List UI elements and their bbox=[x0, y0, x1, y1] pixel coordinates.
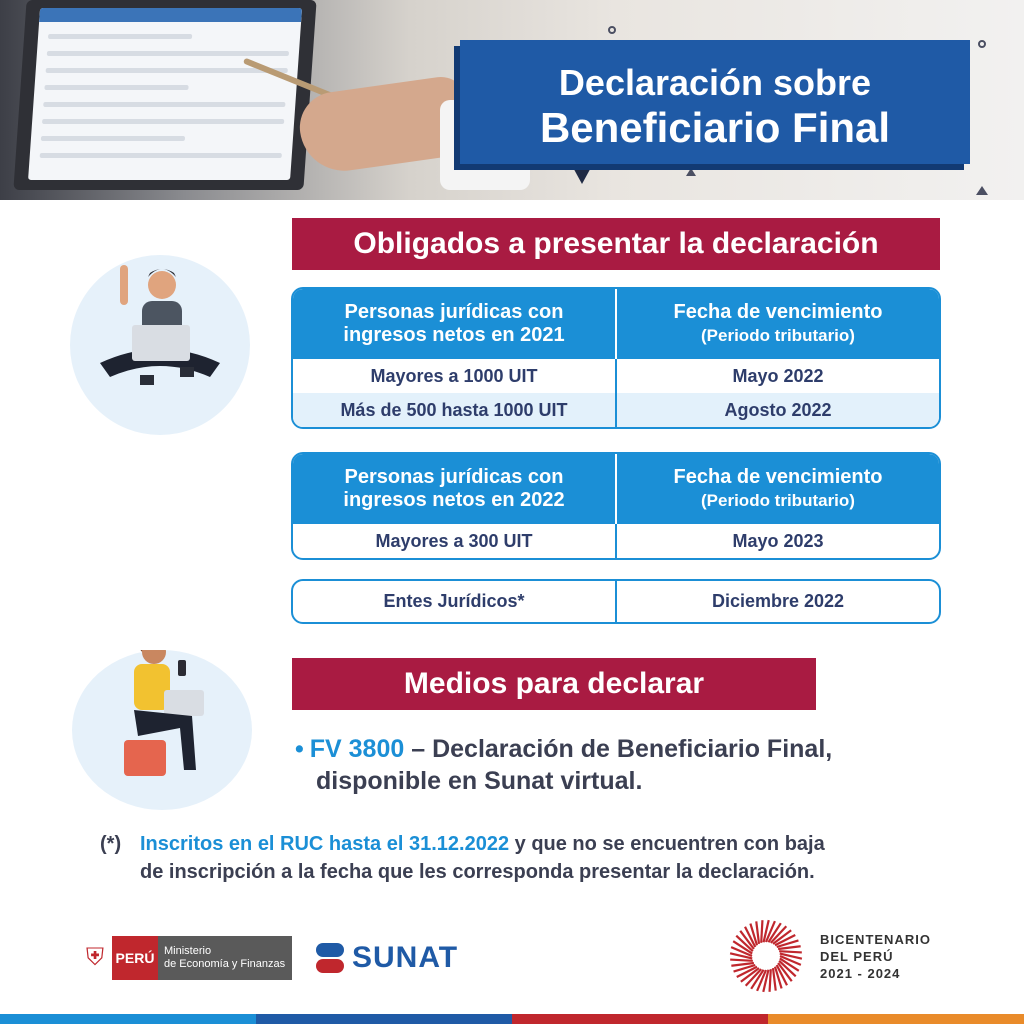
row-deadline: Agosto 2022 bbox=[615, 393, 939, 427]
footnote-highlight: Inscritos en el RUC hasta el 31.12.2022 bbox=[140, 833, 510, 855]
table-row bbox=[293, 393, 939, 427]
peru-label: PERÚ bbox=[112, 936, 158, 980]
laptop-screen bbox=[28, 8, 302, 180]
row-deadline: Diciembre 2022 bbox=[615, 581, 939, 622]
row-entity: Entes Jurídicos* bbox=[383, 591, 525, 611]
stripe-segment bbox=[256, 1014, 512, 1024]
bullet-dot-icon: • bbox=[295, 735, 304, 763]
bicent-line1: BICENTENARIO bbox=[820, 931, 931, 947]
table-row bbox=[293, 524, 939, 558]
table-header bbox=[293, 454, 939, 524]
col2-header-title: Fecha de vencimiento bbox=[673, 301, 883, 323]
col2-header bbox=[615, 289, 939, 359]
laptop-illustration bbox=[13, 0, 316, 190]
medios-bullet bbox=[295, 733, 945, 797]
bicentenario-logo bbox=[726, 916, 946, 996]
col2-header bbox=[615, 454, 939, 524]
col1-header-line1: Personas jurídicas con bbox=[344, 301, 564, 323]
woman-phone-illustration bbox=[72, 650, 252, 810]
col1-header bbox=[293, 289, 615, 359]
main-title-line2: Beneficiario Final bbox=[539, 104, 891, 151]
col1-header bbox=[293, 454, 615, 524]
peru-shield-icon: ⛨ bbox=[86, 944, 104, 971]
table-2022 bbox=[291, 452, 941, 560]
bullet-text-line2: disponible en Sunat virtual. bbox=[316, 767, 643, 795]
form-code: FV 3800 bbox=[309, 735, 405, 763]
ministry-label bbox=[158, 936, 292, 980]
bicent-line2: DEL PERÚ bbox=[820, 948, 894, 964]
decor-triangle-icon bbox=[976, 186, 988, 195]
sunat-mark-icon bbox=[312, 940, 348, 976]
row-income: Mayores a 1000 UIT bbox=[370, 365, 538, 386]
table-row bbox=[293, 359, 939, 393]
person-laptop-illustration bbox=[70, 255, 250, 435]
col1-header-line1: Personas jurídicas con bbox=[344, 466, 564, 488]
footnote-line2: de inscripción a la fecha que les corresponda presentar la declaración. bbox=[140, 861, 815, 883]
decor-circle-icon bbox=[608, 26, 616, 34]
table-entes bbox=[291, 579, 941, 624]
sunat-label: SUNAT bbox=[352, 941, 459, 974]
col2-header-sub: (Periodo tributario) bbox=[701, 491, 855, 510]
stripe-segment bbox=[0, 1014, 256, 1024]
row-income: Más de 500 hasta 1000 UIT bbox=[340, 399, 568, 420]
decor-circle-icon bbox=[978, 40, 986, 48]
stripe-segment bbox=[512, 1014, 768, 1024]
table-2021 bbox=[291, 287, 941, 429]
mef-logo bbox=[78, 936, 292, 980]
footnote bbox=[100, 830, 950, 886]
row-deadline: Mayo 2022 bbox=[615, 359, 939, 393]
row-deadline: Mayo 2023 bbox=[615, 524, 939, 558]
col1-header-line2: ingresos netos en 2021 bbox=[343, 324, 565, 346]
table-row bbox=[293, 581, 939, 622]
main-title-box bbox=[460, 40, 970, 164]
footnote-line1-rest: y que no se encuentren con baja bbox=[514, 833, 825, 855]
ministry-line1: Ministerio bbox=[164, 945, 212, 957]
bicentenario-burst-icon bbox=[726, 916, 806, 996]
col2-header-sub: (Periodo tributario) bbox=[701, 326, 855, 345]
medios-banner: Medios para declarar bbox=[292, 658, 816, 710]
ministry-line2: de Economía y Finanzas bbox=[164, 958, 286, 970]
table-header bbox=[293, 289, 939, 359]
col1-header-line2: ingresos netos en 2022 bbox=[343, 489, 565, 511]
sunat-logo bbox=[312, 936, 476, 980]
bullet-text-line1: – Declaración de Beneficiario Final, bbox=[411, 735, 833, 763]
bicent-line3: 2021 - 2024 bbox=[820, 965, 901, 981]
row-income: Mayores a 300 UIT bbox=[375, 530, 533, 551]
footnote-mark: (*) bbox=[100, 833, 122, 855]
obligados-banner: Obligados a presentar la declaración bbox=[292, 218, 940, 270]
footer-color-stripe bbox=[0, 1014, 1024, 1024]
decor-triangle-icon bbox=[686, 168, 696, 176]
main-title-line1: Declaración sobre bbox=[558, 62, 872, 103]
bicentenario-text bbox=[820, 931, 931, 982]
col2-header-title: Fecha de vencimiento bbox=[673, 466, 883, 488]
stripe-segment bbox=[768, 1014, 1024, 1024]
decor-triangle-icon bbox=[570, 162, 594, 184]
